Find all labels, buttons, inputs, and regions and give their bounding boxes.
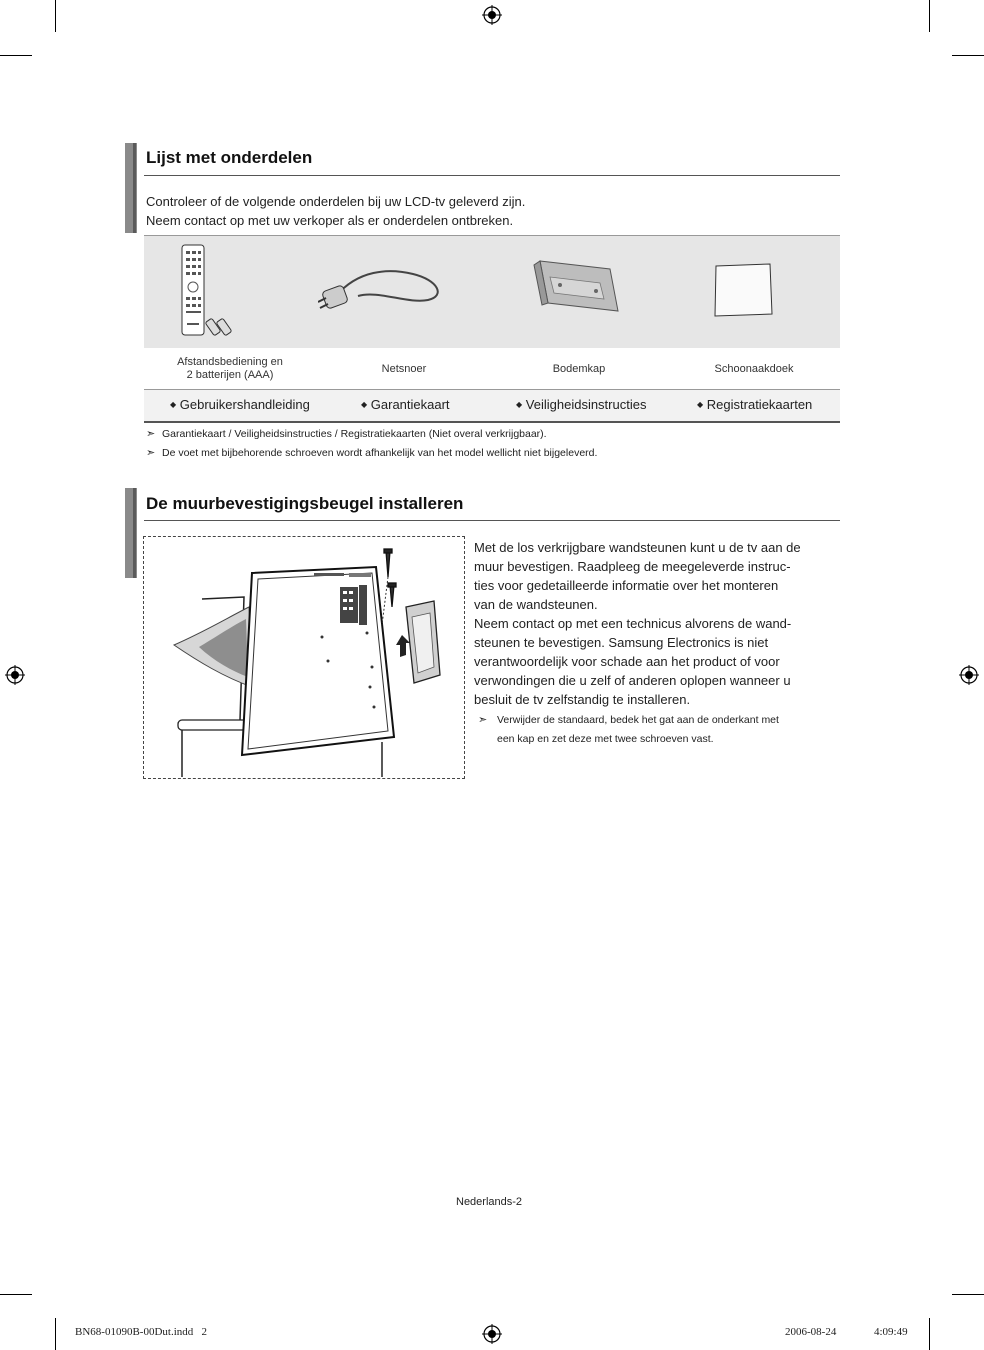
registration-mark-icon	[482, 5, 502, 25]
note-text: Garantiekaart / Veiligheidsinstructies / Registratiekaarten (Niet overal verkrijgbaar).	[162, 428, 547, 440]
section-marker-bar-inner	[133, 488, 136, 578]
section-title-wall-mount: De muurbevestigingsbeugel installeren	[146, 494, 464, 513]
crop-mark	[55, 1318, 56, 1350]
crop-mark	[952, 1294, 984, 1295]
documents-row	[144, 390, 840, 423]
part-label-remote	[160, 356, 300, 382]
page-number: Nederlands-2	[456, 1196, 523, 1208]
document-label: Garantiekaart	[370, 397, 450, 412]
diamond-bullet-icon: ◆	[697, 400, 704, 409]
part-label-bottom-cover: Bodemkap	[552, 363, 606, 375]
note-line-2: een kap en zet deze met twee schroeven vast.	[497, 733, 714, 745]
note-arrow-icon: ➣	[146, 428, 156, 440]
note-stand	[146, 446, 597, 459]
section-marker-bar-inner	[133, 143, 136, 233]
crop-mark	[952, 55, 984, 56]
note-line-1: Verwijder de standaard, bedek het gat aan de onderkant met	[497, 714, 779, 726]
slug-date: 2006-08-24	[785, 1326, 837, 1338]
intro-line-2: Neem contact op met uw verkoper als er onderdelen ontbreken.	[146, 213, 514, 228]
bottom-cover-icon	[530, 255, 625, 320]
note-arrow-icon: ➣	[146, 447, 156, 459]
note-text: De voet met bijbehorende schroeven wordt afhankelijk van het model wellicht niet bijgeleverd.	[162, 447, 598, 459]
body-line: besluit de tv zelfstandig te installeren.	[474, 692, 691, 707]
document-item	[170, 397, 310, 412]
note-arrow-icon: ➣	[478, 714, 488, 726]
body-line: Neem contact op met een technicus alvorens de wand-	[474, 616, 792, 631]
slug-time: 4:09:49	[874, 1326, 908, 1338]
part-label-cloth: Schoonaakdoek	[714, 363, 794, 375]
section-rule	[144, 175, 840, 176]
remote-control-icon	[176, 243, 236, 339]
document-label: Gebruikershandleiding	[179, 397, 310, 412]
registration-mark-icon	[482, 1324, 502, 1344]
crop-mark	[929, 0, 930, 32]
document-label: Veiligheidsinstructies	[525, 397, 647, 412]
body-line: verwondingen die u zelf of anderen oplopen wanneer u	[474, 673, 791, 688]
part-label-cord: Netsnoer	[381, 363, 427, 375]
body-line: steunen te bevestigen. Samsung Electronics is niet	[474, 635, 769, 650]
body-line: verantwoordelijk voor schade aan het product of voor	[474, 654, 780, 669]
part-label-remote-line2: 2 batterijen (AAA)	[186, 369, 274, 381]
registration-mark-icon	[5, 665, 25, 685]
power-cord-icon	[318, 260, 448, 320]
document-item	[516, 397, 646, 412]
wall-mount-illustration	[143, 536, 465, 779]
crop-mark	[929, 1318, 930, 1350]
body-line: muur bevestigen. Raadpleeg de meegeleverde instruc-	[474, 559, 791, 574]
document-item	[361, 397, 450, 412]
crop-mark	[55, 0, 56, 32]
section-title-parts: Lijst met onderdelen	[146, 148, 313, 167]
wall-mount-note	[478, 711, 779, 749]
diamond-bullet-icon: ◆	[170, 400, 177, 409]
part-label-remote-line1: Afstandsbediening en	[177, 356, 283, 368]
section-rule	[144, 520, 840, 521]
tv-back-illustration	[144, 537, 464, 778]
crop-mark	[0, 55, 32, 56]
body-line: Met de los verkrijgbare wandsteunen kunt u de tv aan de	[474, 540, 801, 555]
wall-mount-body	[474, 538, 834, 709]
document-label: Registratiekaarten	[706, 397, 813, 412]
diamond-bullet-icon: ◆	[516, 400, 523, 409]
document-item	[697, 397, 812, 412]
diamond-bullet-icon: ◆	[361, 400, 368, 409]
intro-line-1: Controleer of de volgende onderdelen bij uw LCD-tv geleverd zijn.	[146, 194, 526, 209]
note-availability	[146, 427, 547, 440]
cleaning-cloth-icon	[712, 262, 774, 318]
registration-mark-icon	[959, 665, 979, 685]
body-line: ties voor gedetailleerde informatie over het monteren	[474, 578, 779, 593]
body-line: van de wandsteunen.	[474, 597, 598, 612]
slug-filename: BN68-01090B-00Dut.indd 2	[75, 1326, 207, 1338]
crop-mark	[0, 1294, 32, 1295]
